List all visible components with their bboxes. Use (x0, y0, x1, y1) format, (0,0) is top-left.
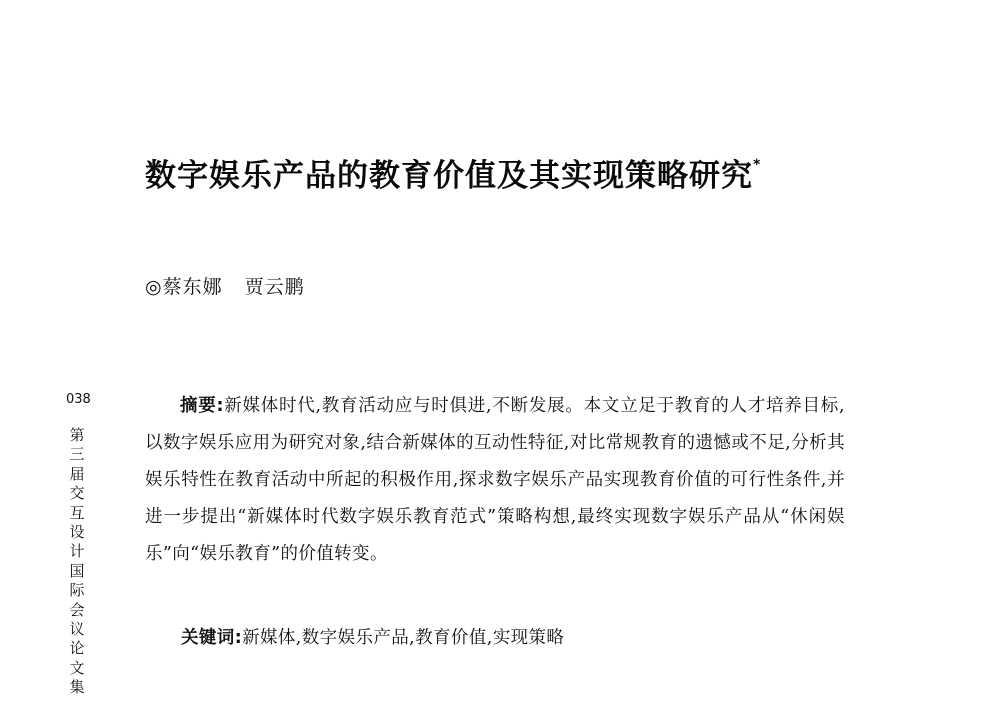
author-1: 蔡东娜 (162, 276, 223, 298)
author-2: 贾云鹏 (244, 276, 305, 298)
page-number: 038 (66, 392, 91, 407)
keywords-label: 关键词: (181, 628, 243, 648)
title-footnote-mark: * (753, 156, 762, 173)
abstract-text: 新媒体时代,教育活动应与时俱进,不断发展。本文立足于教育的人才培养目标,以数字娱乐应用为研究对象,结合新媒体的互动性特征,对比常规教育的遗憾或不足,分析其娱乐特性在教育活动中所起的积极作用,探求数字娱乐产品实现教育价值的可行性条件,并进一步提出“新媒体时代数字娱乐教育范式”策略构想,最终实现数字娱乐产品从“休闲娱乐”向“娱乐教育”的价值转变。 (145, 396, 845, 564)
keywords (181, 624, 564, 649)
paper-title-text: 数字娱乐产品的教育价值及其实现策略研究 (145, 158, 753, 194)
author-line (145, 272, 305, 299)
abstract-label: 摘要: (180, 396, 224, 416)
abstract (145, 388, 845, 573)
keywords-text: 新媒体,数字娱乐产品,教育价值,实现策略 (242, 628, 565, 648)
author-prefix: ◎ (145, 276, 163, 298)
abstract-paragraph (145, 388, 845, 573)
running-title-vertical: 第三届交互设计国际会议论文集 (69, 426, 85, 697)
paper-title (145, 150, 761, 195)
